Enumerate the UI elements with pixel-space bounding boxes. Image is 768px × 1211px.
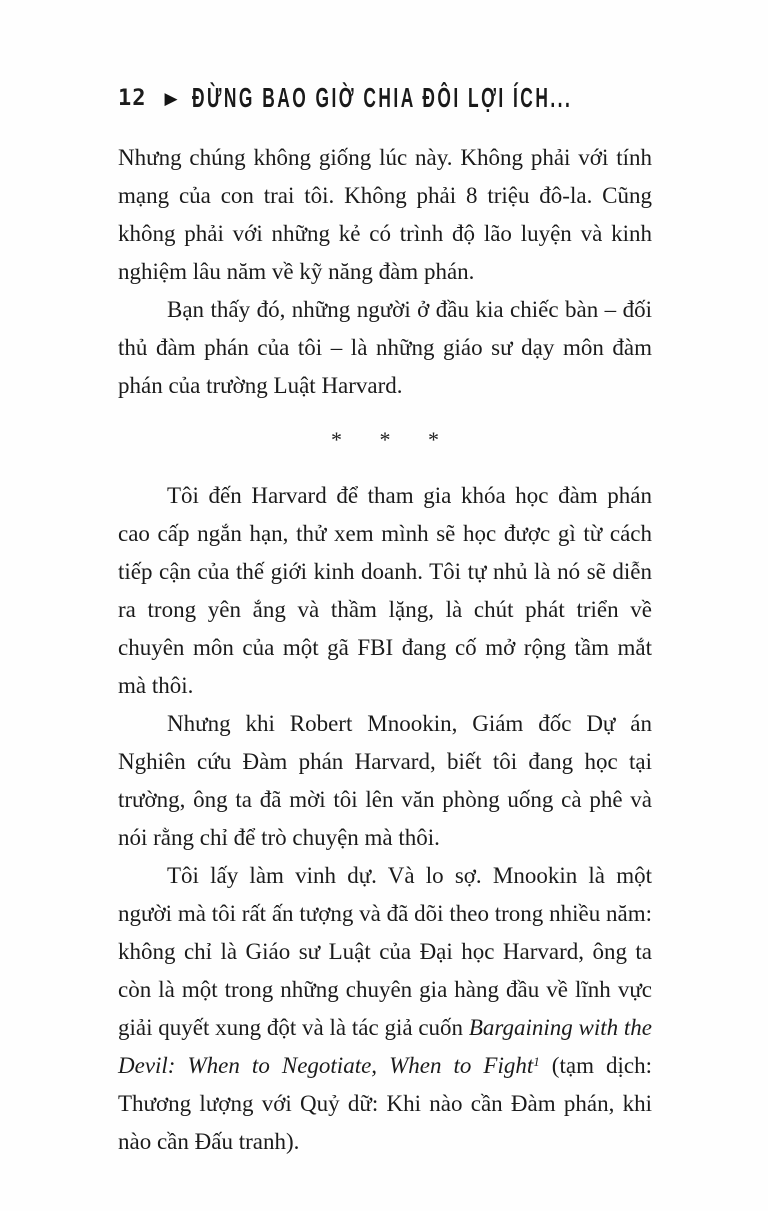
text-run: Tôi lấy làm vinh dự. Và lo sợ. Mnookin là một người mà tôi rất ấn tượng và đã dõi theo trong nhiều năm: không chỉ là Giáo sư Luật của Đại học Harvard, ông ta còn là một trong những chuyên gia hàng đầu về lĩnh vực giải quyết xung đột và là tác giả cuốn: [118, 863, 652, 1040]
text-run: Bạn thấy đó, những người ở đầu kia chiếc bàn – đối thủ đàm phán của tôi – là những giáo sư dạy môn đàm phán của trường Luật Harvard.: [118, 297, 652, 398]
paragraph: [118, 139, 652, 291]
page-number: 12: [118, 85, 147, 111]
page-body: [118, 139, 652, 1161]
paragraph: [118, 477, 652, 705]
running-title: ĐỪNG BAO GIỜ CHIA ĐÔI LỢI ÍCH...: [191, 82, 572, 113]
text-run: Tôi đến Harvard để tham gia khóa học đàm phán cao cấp ngắn hạn, thử xem mình sẽ học được gì từ cách tiếp cận của thế giới kinh doanh. Tôi tự nhủ là nó sẽ diễn ra trong yên ắng và thầm lặng, là chút phát triển về chuyên môn của một gã FBI đang cố mở rộng tầm mắt mà thôi.: [118, 483, 652, 698]
text-run: Nhưng chúng không giống lúc này. Không phải với tính mạng của con trai tôi. Không phải 8 triệu đô-la. Cũng không phải với những kẻ có trình độ lão luyện và kinh nghiệm lâu năm về kỹ năng đàm phán.: [118, 145, 652, 284]
paragraph: [118, 857, 652, 1161]
section-separator: * * *: [331, 427, 455, 452]
paragraph: [118, 291, 652, 405]
triangle-right-icon: ▶: [164, 88, 178, 109]
book-title-italic: Bargaining with the Devil: When to Negotiate, When to Fight: [118, 1015, 652, 1078]
footnote-marker: 1: [533, 1054, 540, 1069]
text-run: Nhưng khi Robert Mnookin, Giám đốc Dự án Nghiên cứu Đàm phán Harvard, biết tôi đang học tại trường, ông ta đã mời tôi lên văn phòng uống cà phê và nói rằng chỉ để trò chuyện mà thôi.: [118, 711, 652, 850]
text-run: (tạm dịch: Thương lượng với Quỷ dữ: Khi nào cần Đàm phán, khi nào cần Đấu tranh).: [118, 1053, 652, 1154]
paragraph: [118, 705, 652, 857]
running-header: [118, 82, 768, 114]
